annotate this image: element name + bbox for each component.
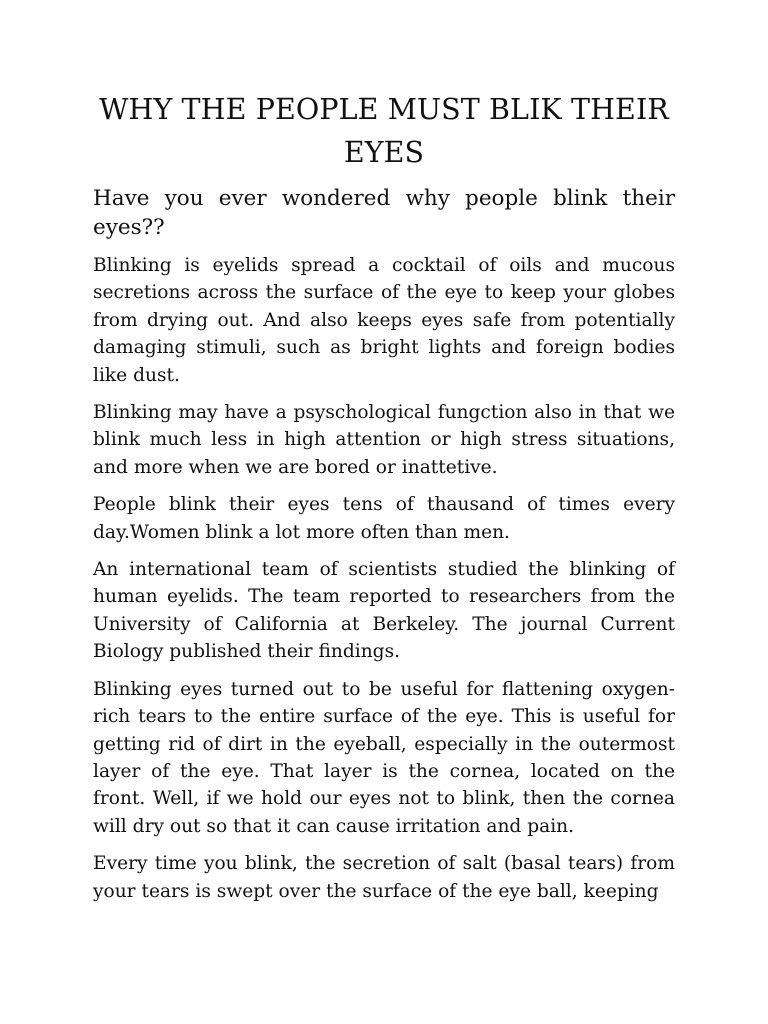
paragraph-tear-spreading: Blinking eyes turned out to be useful for flattening oxygen-rich tears to the entire surface of the eye. This is useful for getting rid of dirt in the eyeball, especially in the outermost layer of the eye. That layer is the cornea, located on the front. Well, if we hold our eyes not to blink, then the cornea will dry out so that it can cause irritation and pain. [93,678,675,837]
paragraph-blink-frequency: People blink their eyes tens of thausand of times every day.Women blink a lot more often than men. [93,494,675,543]
document-title: WHY THE PEOPLE MUST BLIK THEIR EYES [99,93,669,169]
intro-question: Have you ever wondered why people blink their eyes?? [93,186,675,240]
paragraph-scientific-study: An international team of scientists studied the blinking of human eyelids. The team reported to researchers from the University of California at Berkeley. The journal Current Biology published their findings. [93,559,675,663]
paragraph-basal-tears: Every time you blink, the secretion of salt (basal tears) from your tears is swept over the surface of the eye ball, keeping [93,853,675,902]
paragraph-blinking-definition: Blinking is eyelids spread a cocktail of oils and mucous secretions across the surface of the eye to keep your globes from drying out. And also keeps eyes safe from potentially damaging stimuli, such as bright lights and foreign bodies like dust. [93,255,675,386]
paragraph-psychological-function: Blinking may have a psyschological fungction also in that we blink much less in high attention or high stress situations, and more when we are bored or inattetive. [93,402,675,478]
document-page [93,88,675,905]
